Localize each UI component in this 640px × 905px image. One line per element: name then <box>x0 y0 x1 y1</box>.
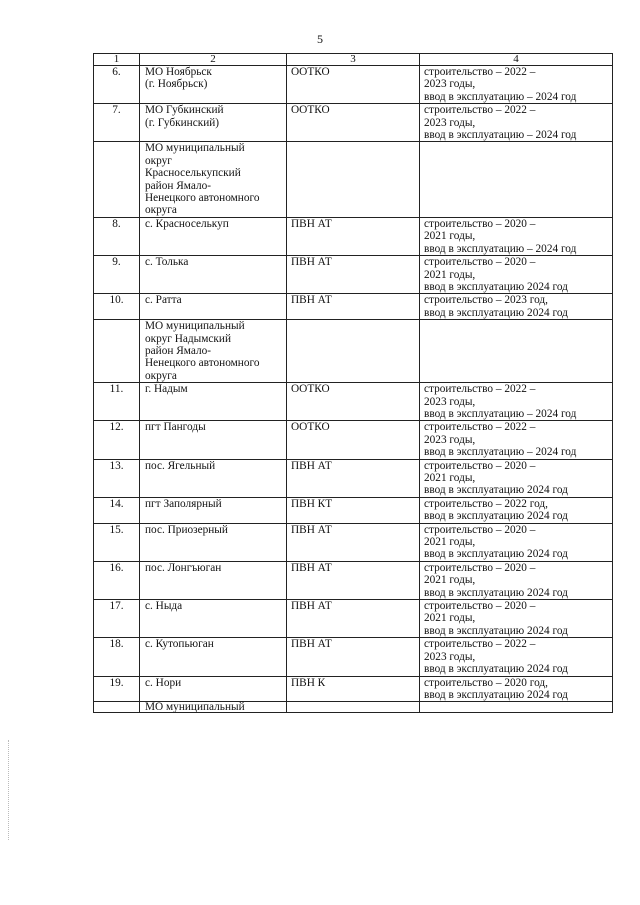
row-number-cell: 7. <box>94 104 140 142</box>
place-cell: пос. Лонгъюган <box>140 561 287 599</box>
object-type-cell <box>287 142 420 217</box>
object-type-cell <box>287 320 420 383</box>
object-type-cell: ПВН К <box>287 676 420 702</box>
schedule-cell: строительство – 2020 – 2021 годы, ввод в эксплуатацию 2024 год <box>420 459 613 497</box>
schedule-cell: строительство – 2023 год, ввод в эксплуатацию 2024 год <box>420 294 613 320</box>
place-cell: МО Ноябрьск (г. Ноябрьск) <box>140 66 287 104</box>
place-cell: МО Губкинский (г. Губкинский) <box>140 104 287 142</box>
table-body <box>94 66 613 713</box>
table-header <box>94 54 613 66</box>
table-row <box>94 561 613 599</box>
place-cell: пос. Приозерный <box>140 523 287 561</box>
schedule-cell <box>420 142 613 217</box>
column-header-3: 3 <box>287 54 420 66</box>
place-cell: с. Красноселькуп <box>140 217 287 255</box>
schedule-cell: строительство – 2022 – 2023 годы, ввод в эксплуатацию – 2024 год <box>420 383 613 421</box>
place-cell: г. Надым <box>140 383 287 421</box>
table-row <box>94 459 613 497</box>
schedule-cell <box>420 320 613 383</box>
row-number-cell: 19. <box>94 676 140 702</box>
place-cell: пгт Заполярный <box>140 497 287 523</box>
row-number-cell: 13. <box>94 459 140 497</box>
row-number-cell <box>94 702 140 713</box>
table-row <box>94 294 613 320</box>
place-cell: МО муниципальный округ Надымский район Ямало- Ненецкого автономного округа <box>140 320 287 383</box>
column-header-2: 2 <box>140 54 287 66</box>
object-type-cell: ПВН АТ <box>287 600 420 638</box>
schedule-cell: строительство – 2022 год, ввод в эксплуатацию 2024 год <box>420 497 613 523</box>
row-number-cell: 8. <box>94 217 140 255</box>
table-row <box>94 66 613 104</box>
row-number-cell: 17. <box>94 600 140 638</box>
schedule-cell: строительство – 2022 – 2023 годы, ввод в эксплуатацию – 2024 год <box>420 66 613 104</box>
row-number-cell: 14. <box>94 497 140 523</box>
table-row <box>94 600 613 638</box>
column-header-1: 1 <box>94 54 140 66</box>
scan-artifact <box>8 740 11 840</box>
row-number-cell: 6. <box>94 66 140 104</box>
row-number-cell: 16. <box>94 561 140 599</box>
table-row <box>94 497 613 523</box>
schedule-cell: строительство – 2022 – 2023 годы, ввод в эксплуатацию – 2024 год <box>420 421 613 459</box>
table-row <box>94 676 613 702</box>
row-number-cell: 12. <box>94 421 140 459</box>
page-number: 5 <box>317 32 323 46</box>
object-type-cell: ООТКО <box>287 66 420 104</box>
row-number-cell: 15. <box>94 523 140 561</box>
row-number-cell <box>94 320 140 383</box>
place-cell: с. Толька <box>140 256 287 294</box>
place-cell: пос. Ягельный <box>140 459 287 497</box>
schedule-cell: строительство – 2020 – 2021 годы, ввод в эксплуатацию 2024 год <box>420 256 613 294</box>
place-cell: с. Ратта <box>140 294 287 320</box>
schedule-cell: строительство – 2020 – 2021 годы, ввод в эксплуатацию 2024 год <box>420 523 613 561</box>
object-type-cell: ООТКО <box>287 383 420 421</box>
row-number-cell: 18. <box>94 638 140 676</box>
schedule-cell: строительство – 2020 – 2021 годы, ввод в эксплуатацию 2024 год <box>420 561 613 599</box>
object-type-cell: ПВН АТ <box>287 561 420 599</box>
table-row <box>94 638 613 676</box>
table-row <box>94 217 613 255</box>
object-type-cell <box>287 702 420 713</box>
object-type-cell: ООТКО <box>287 421 420 459</box>
objects-table <box>93 53 613 713</box>
object-type-cell: ПВН АТ <box>287 294 420 320</box>
schedule-cell: строительство – 2022 – 2023 годы, ввод в эксплуатацию 2024 год <box>420 638 613 676</box>
table-row <box>94 421 613 459</box>
row-number-cell <box>94 142 140 217</box>
place-cell: с. Кутопьюган <box>140 638 287 676</box>
row-number-cell: 10. <box>94 294 140 320</box>
table-row <box>94 702 613 713</box>
schedule-cell: строительство – 2022 – 2023 годы, ввод в эксплуатацию – 2024 год <box>420 104 613 142</box>
table-row <box>94 320 613 383</box>
table-row <box>94 523 613 561</box>
table-row <box>94 104 613 142</box>
place-cell: с. Нори <box>140 676 287 702</box>
object-type-cell: ПВН АТ <box>287 523 420 561</box>
object-type-cell: ПВН КТ <box>287 497 420 523</box>
place-cell: с. Ныда <box>140 600 287 638</box>
place-cell: МО муниципальный <box>140 702 287 713</box>
object-type-cell: ПВН АТ <box>287 256 420 294</box>
object-type-cell: ПВН АТ <box>287 459 420 497</box>
schedule-cell: строительство – 2020 год, ввод в эксплуатацию 2024 год <box>420 676 613 702</box>
schedule-cell: строительство – 2020 – 2021 годы, ввод в эксплуатацию – 2024 год <box>420 217 613 255</box>
place-cell: пгт Пангоды <box>140 421 287 459</box>
object-type-cell: ПВН АТ <box>287 638 420 676</box>
object-type-cell: ООТКО <box>287 104 420 142</box>
row-number-cell: 11. <box>94 383 140 421</box>
table-row <box>94 142 613 217</box>
table-row <box>94 256 613 294</box>
row-number-cell: 9. <box>94 256 140 294</box>
place-cell: МО муниципальный округ Красноселькупский район Ямало- Ненецкого автономного округа <box>140 142 287 217</box>
object-type-cell: ПВН АТ <box>287 217 420 255</box>
table-row <box>94 383 613 421</box>
schedule-cell <box>420 702 613 713</box>
column-header-4: 4 <box>420 54 613 66</box>
header-row <box>94 54 613 66</box>
schedule-cell: строительство – 2020 – 2021 годы, ввод в эксплуатацию 2024 год <box>420 600 613 638</box>
